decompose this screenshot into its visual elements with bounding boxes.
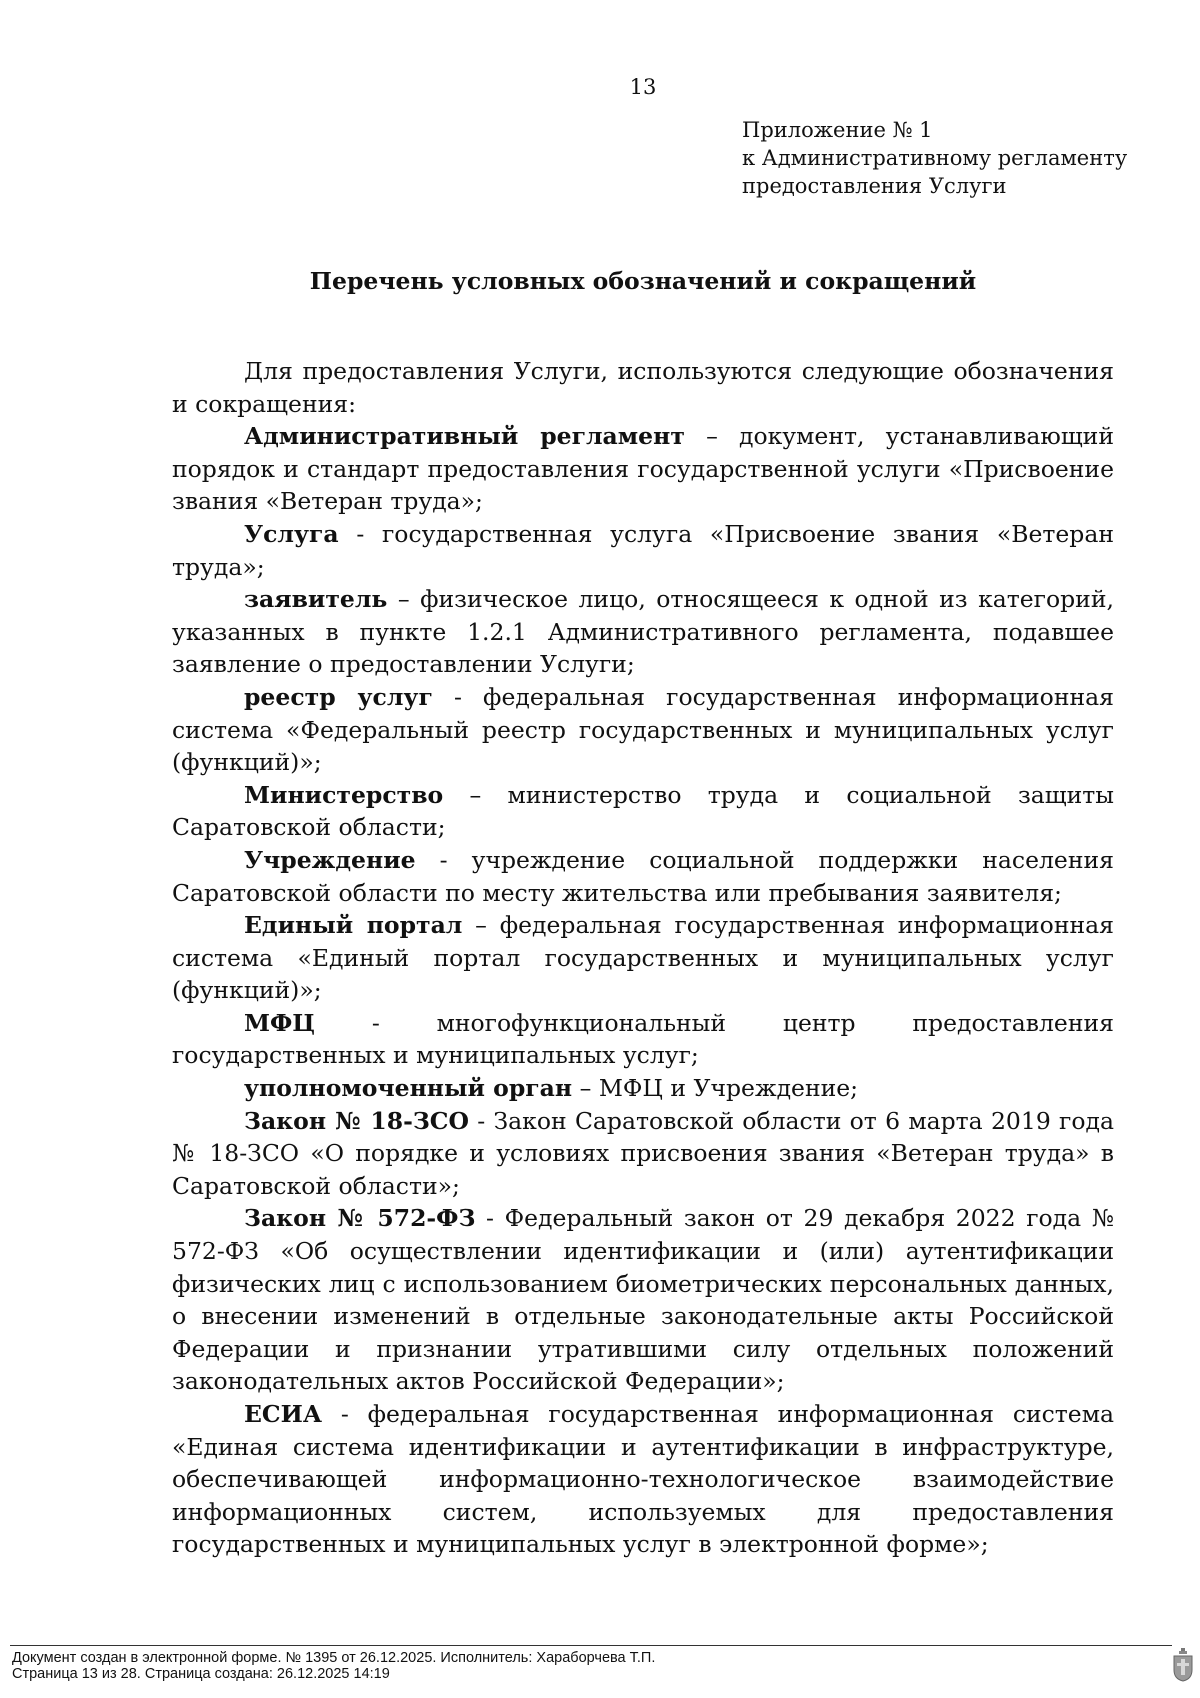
definition-item (172, 518, 1114, 583)
definition-term: Административный регламент (244, 422, 685, 451)
definition-text: документ, устанавливающий порядок и стандарт предоставления государственной услуги «Присвоение звания «Ветеран труда»; (172, 422, 1114, 516)
definition-text: Федеральный закон от 29 декабря 2022 года № 572-ФЗ «Об осуществлении идентификации и (или) аутентификации физических лиц с использованием биометрических персональных данных, о внесении изменений в отдельные законодательные акты Российской Федерации и признании утратившими силу отдельных положений законодательных актов Российской Федерации»; (172, 1204, 1114, 1396)
definition-item (172, 1072, 1114, 1105)
appendix-header (742, 116, 1162, 200)
definition-term: МФЦ (244, 1008, 316, 1037)
appendix-line-1: Приложение № 1 (742, 118, 933, 142)
coat-of-arms-icon (1172, 1648, 1194, 1682)
definition-item (172, 1398, 1114, 1561)
definition-item (172, 909, 1114, 1007)
definition-text: МФЦ и Учреждение; (598, 1074, 859, 1103)
definition-separator: - (338, 519, 382, 548)
footer-divider (10, 1645, 1172, 1646)
definition-term: Учреждение (244, 845, 416, 874)
definition-separator: - (415, 845, 472, 874)
definition-separator: - (321, 1400, 368, 1428)
definition-text: Закон Саратовской области от 6 марта 2019 года № 18-ЗСО «О порядке и условиях присвоения звания «Ветеран труда» в Саратовской области»; (172, 1106, 1114, 1200)
definition-text: министерство труда и социальной защиты Саратовской области; (172, 780, 1114, 842)
definition-separator: - (468, 1106, 494, 1135)
appendix-line-3: предоставления Услуги (742, 174, 1007, 198)
definition-text: федеральная государственная информационная система «Единая система идентификации и аутентификации в инфраструктуре, обеспечивающей информационно-технологическое взаимодействие информационных систем, используемых для предоставления государственных и муниципальных услуг в электронной форме»; (172, 1400, 1114, 1559)
definition-separator: - (315, 1008, 437, 1037)
footer-line-1: Документ создан в электронной форме. № 1395 от 26.12.2025. Исполнитель: Хараборчева Т.П. (12, 1650, 656, 1666)
definition-text: учреждение социальной поддержки населения Саратовской области по месту жительства или пребывания заявителя; (172, 845, 1114, 907)
definition-separator: – (684, 422, 739, 451)
definition-term: Единый портал (244, 911, 463, 940)
definition-item (172, 681, 1114, 779)
definition-term: Закон № 18-ЗСО (244, 1106, 469, 1135)
definition-separator: - (432, 682, 484, 711)
intro-paragraph: Для предоставления Услуги, используются следующие обозначения и сокращения: (172, 357, 1114, 418)
definition-text: многофункциональный центр предоставления государственных и муниципальных услуг; (172, 1008, 1114, 1070)
definition-item (172, 420, 1114, 518)
definition-term: Министерство (244, 780, 444, 809)
definition-item (172, 1105, 1114, 1203)
definition-text: федеральная государственная информационная система «Единый портал государственных и муниципальных услуг (функций)»; (172, 911, 1114, 1005)
document-body (172, 355, 1114, 1561)
definition-term: реестр услуг (244, 682, 433, 711)
definition-term: Закон № 572-ФЗ (244, 1204, 476, 1233)
definition-term: уполномоченный орган (244, 1074, 573, 1103)
definition-item (172, 583, 1114, 681)
definition-text: физическое лицо, относящееся к одной из категорий, указанных в пункте 1.2.1 Административного регламента, подавшее заявление о предоставлении Услуги; (172, 585, 1114, 679)
definition-item (172, 844, 1114, 909)
definition-separator: - (475, 1204, 505, 1233)
definition-item (172, 1007, 1114, 1072)
footer (12, 1650, 655, 1682)
definition-term: ЕСИА (244, 1400, 322, 1428)
appendix-line-2: к Административному регламенту (742, 146, 1128, 170)
definition-item (172, 1202, 1114, 1398)
definition-separator: – (387, 585, 421, 614)
definition-separator: – (462, 911, 500, 940)
definition-text: федеральная государственная информационная система «Федеральный реестр государственных и муниципальных услуг (функций)»; (172, 682, 1114, 777)
page-number: 13 (629, 75, 657, 99)
definition-separator: – (443, 780, 508, 809)
definition-separator: – (572, 1074, 599, 1103)
definition-text: государственная услуга «Присвоение звания «Ветеран труда»; (172, 519, 1114, 581)
definition-item (172, 779, 1114, 844)
footer-line-2: Страница 13 из 28. Страница создана: 26.12.2025 14:19 (12, 1666, 390, 1682)
document-title: Перечень условных обозначений и сокращений (309, 267, 977, 295)
definition-term: Услуга (244, 519, 339, 548)
definition-term: заявитель (244, 585, 388, 614)
